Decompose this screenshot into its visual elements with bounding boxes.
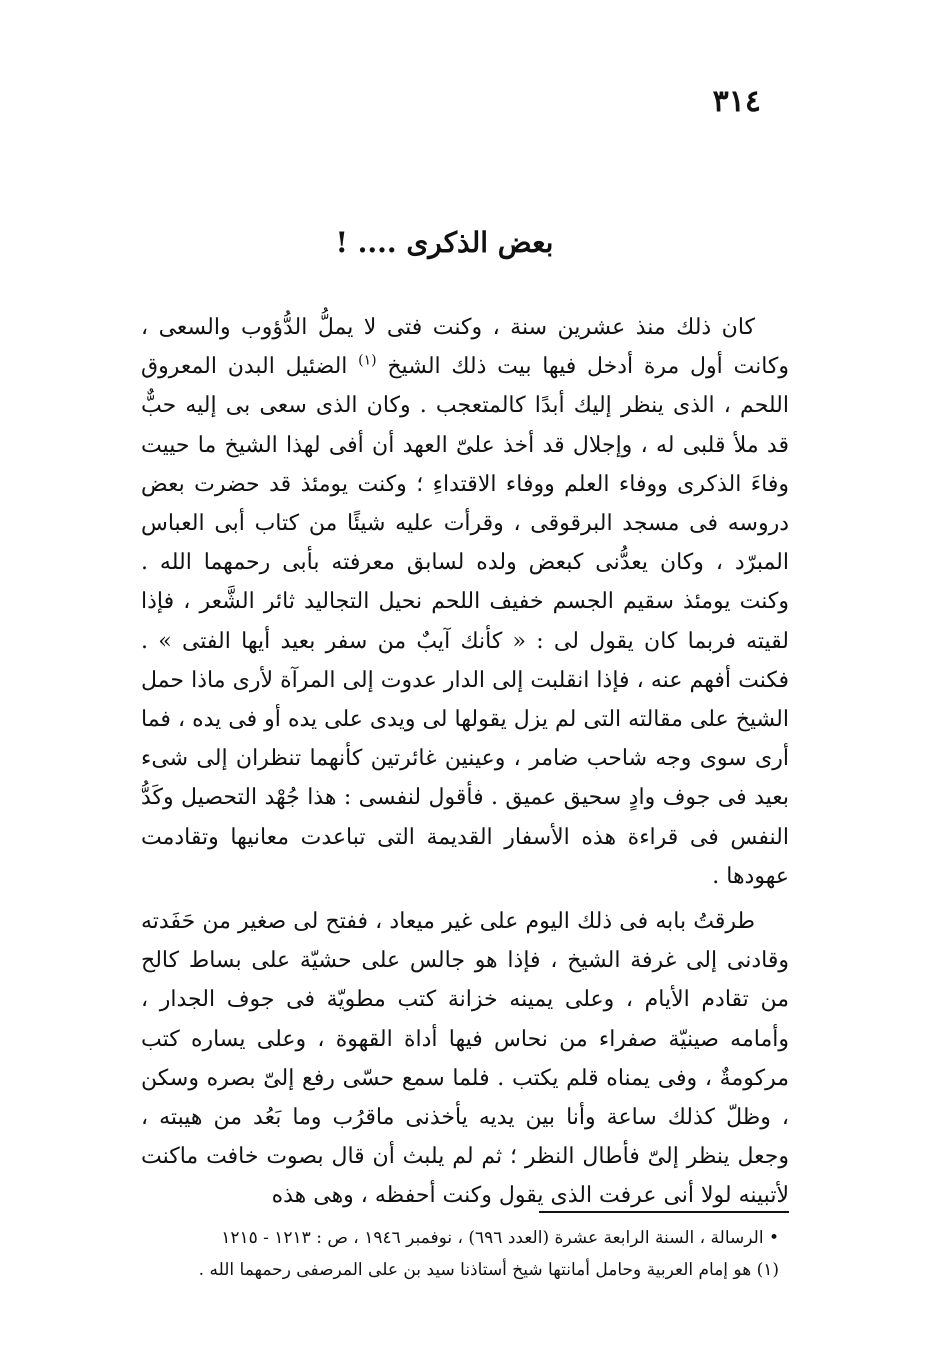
paragraph-1-text-start: كان ذلك منذ عشرين سنة ، وكنت فتى لا يملُّ الدُّؤوب والسعى ، وكانت أول مرة أدخل فيها بيت ذلك الشيخ bbox=[141, 315, 789, 380]
footnote-1: (١) هو إمام العربية وحامل أمانتها شيخ أستاذنا سيد بن على المرصفى رحمهما الله . bbox=[198, 1260, 779, 1280]
footnote-reference-1: (١) bbox=[358, 352, 377, 369]
article-body bbox=[141, 308, 789, 1216]
footnotes bbox=[139, 1222, 779, 1286]
paragraph-1 bbox=[141, 308, 789, 896]
source-note: • الرسالة ، السنة الرابعة عشرة (العدد ٦٩٦) ، نوفمبر ١٩٤٦ ، ص : ١٢١٣ - ١٢١٥ bbox=[221, 1228, 779, 1248]
paragraph-2: طرقتُ بابه فى ذلك اليوم على غير ميعاد ، ففتح لى صغير من حَفَدته وقادنى إلى غرفة الشيخ ، فإذا هو جالس على حشيّة على بساط كالح من تقادم الأيام ، وعلى يمينه خزانة كتب مطويّة فى جوف الجدار ، وأمامه صينيّة صفراء من نحاس فيها أداة القهوة ، وعلى يساره كتب مركومةٌ ، وفى يمناه قلم يكتب . فلما سمع حسّى رفع إلىّ بصره وسكن ، وظلّ كذلك ساعة وأنا بين يديه يأخذنى ماقرُب وما بَعُد من هيبته ، وجعل ينظر إلىّ فأطال النظر ؛ ثم لم يلبث أن قال بصوت خافت ماكنت لأتبينه لولا أنى عرفت الذى يقول وكنت أحفظه ، وهى هذه bbox=[141, 909, 789, 1209]
footnote-divider bbox=[539, 1211, 789, 1213]
paragraph-1-text-end: الضئيل البدن المعروق اللحم ، الذى ينظر إليك أبدًا كالمتعجب . وكان الذى سعى بى إليه حبٌّ قد ملأ قلبى له ، وإجلال قد أخذ علىّ العهد أن أفى لهذا الشيخ ما حييت وفاءَ الذكرى ووفاء العلم ووفاء الاقتداءِ ؛ وكنت يومئذ قد حضرت بعض دروسه فى مسجد البرقوقى ، وقرأت عليه شيئًا من كتاب أبى العباس المبرّد ، وكان يعدُّنى كبعض ولده لسابق معرفته بأبى رحمهما الله . وكنت يومئذ سقيم الجسم خفيف اللحم نحيل التجاليد ثائر الشَّعر ، فإذا لقيته فربما كان يقول لى : « كأنك آيبٌ من سفر بعيد أيها الفتى » . فكنت أفهم عنه ، فإذا انقلبت إلى الدار عدوت إلى المرآة لأرى ماذا حمل الشيخ على مقالته التى لم يزل يقولها لى ويدى على يده أو فى يده ، فما أرى سوى وجه شاحب ضامر ، وعينين غائرتين كأنهما تنظران إلى شىء بعيد فى جوف وادٍ سحيق عميق . فأقول لنفسى : هذا جُهْد التحصيل وكَدُّ النفس فى قراءة هذه الأسفار القديمة التى تباعدت معانيها وتقادمت عهودها . bbox=[141, 354, 789, 889]
page-number: ٣١٤ bbox=[712, 84, 761, 119]
article-title: بعض الذكرى .... ! bbox=[335, 226, 554, 259]
